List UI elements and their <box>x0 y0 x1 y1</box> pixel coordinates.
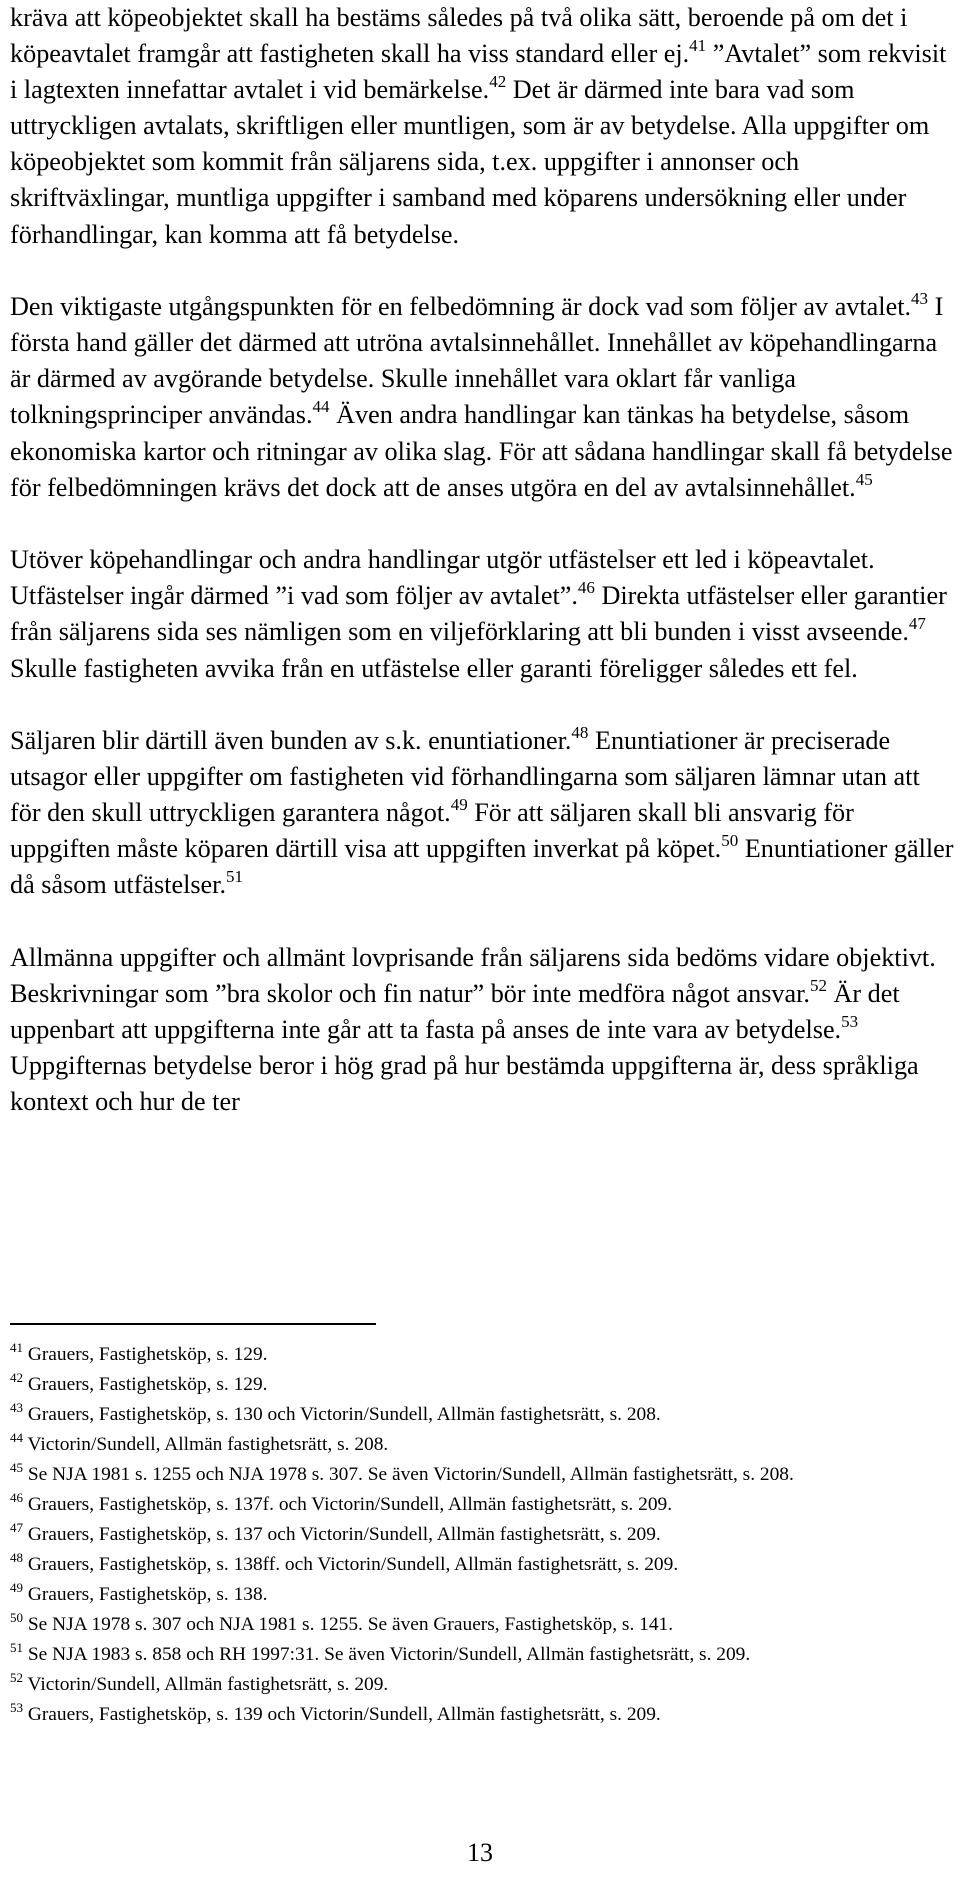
footnote-number: 44 <box>10 1430 23 1445</box>
footnote-number: 53 <box>10 1700 23 1715</box>
footnote-text: Grauers, Fastighetsköp, s. 130 och Victorin/Sundell, Allmän fastighetsrätt, s. 208. <box>23 1404 661 1425</box>
footnote-number: 52 <box>10 1670 23 1685</box>
footnote <box>10 1400 955 1430</box>
footnote-marker: 47 <box>908 614 926 634</box>
footnote <box>10 1700 955 1730</box>
footnote-number: 47 <box>10 1520 23 1535</box>
paragraph <box>10 940 955 1120</box>
footnote-number: 49 <box>10 1580 23 1595</box>
footnote-marker: 46 <box>577 578 595 598</box>
footnote-marker: 52 <box>809 976 827 996</box>
footnote-text: Grauers, Fastighetsköp, s. 138. <box>23 1584 268 1605</box>
footnote-number: 48 <box>10 1550 23 1565</box>
footnote-marker: 42 <box>489 72 507 92</box>
text-run: Säljaren blir därtill även bunden av s.k. enuntiationer. <box>10 726 572 756</box>
text-run: ”Avtalet” som rekvisit i lagtexten innefattar avtalet i vid bemärkelse. <box>10 39 947 105</box>
footnote-number: 46 <box>10 1490 23 1505</box>
text-run: Allmänna uppgifter och allmänt lovprisande från säljarens sida bedöms vidare objektivt. Beskrivningar som ”bra skolor och fin natur” bör inte medföra något ansvar. <box>10 943 936 1009</box>
footnote-text: Grauers, Fastighetsköp, s. 138ff. och Victorin/Sundell, Allmän fastighetsrätt, s. 209. <box>23 1554 679 1575</box>
footnote-marker: 41 <box>689 36 707 56</box>
footnote <box>10 1490 955 1520</box>
footnotes <box>10 1340 955 1730</box>
text-run: kräva att köpeobjektet skall ha bestäms således på två olika sätt, beroende på om det i köpeavtalet framgår att fastigheten skall ha viss standard eller ej. <box>10 3 908 69</box>
footnote <box>10 1340 955 1370</box>
footnote-number: 41 <box>10 1340 23 1355</box>
footnote-text: Grauers, Fastighetsköp, s. 137 och Victorin/Sundell, Allmän fastighetsrätt, s. 209. <box>23 1524 661 1545</box>
footnote <box>10 1430 955 1460</box>
text-run: Skulle fastigheten avvika från en utfästelse eller garanti föreligger således ett fel. <box>10 653 858 683</box>
text-run: Är det uppenbart att uppgifterna inte går att ta fasta på anses de inte vara av betydelse. <box>10 979 900 1045</box>
footnote-text: Grauers, Fastighetsköp, s. 129. <box>23 1374 268 1395</box>
text-run: Även andra handlingar kan tänkas ha betydelse, såsom ekonomiska kartor och ritningar av olika slag. För att sådana handlingar skall få betydelse för felbedömningen krävs det dock att de anses utgöra en del av avtalsinnehållet. <box>10 400 953 502</box>
footnote-text: Se NJA 1981 s. 1255 och NJA 1978 s. 307. Se även Victorin/Sundell, Allmän fastighetsrätt, s. 208. <box>23 1464 794 1485</box>
footnote-text: Grauers, Fastighetsköp, s. 137f. och Victorin/Sundell, Allmän fastighetsrätt, s. 209. <box>23 1494 673 1515</box>
footnote-number: 43 <box>10 1400 23 1415</box>
footnote <box>10 1550 955 1580</box>
paragraph <box>10 0 955 253</box>
footnote-separator <box>10 1323 376 1325</box>
paragraph <box>10 723 955 903</box>
paragraph <box>10 289 955 506</box>
footnote <box>10 1610 955 1640</box>
text-run: Uppgifternas betydelse beror i hög grad på hur bestämda uppgifterna är, dess språkliga kontext och hur de ter <box>10 1051 919 1117</box>
text-run: Utöver köpehandlingar och andra handlingar utgör utfästelser ett led i köpeavtalet. Utfästelser ingår därmed ”i vad som följer av avtalet”. <box>10 545 875 611</box>
paragraph <box>10 542 955 686</box>
footnote <box>10 1370 955 1400</box>
footnote-marker: 49 <box>450 795 468 815</box>
footnote-marker: 44 <box>312 397 330 417</box>
footnote-marker: 50 <box>721 831 739 851</box>
footnote-number: 50 <box>10 1610 23 1625</box>
footnote-text: Grauers, Fastighetsköp, s. 129. <box>23 1344 268 1365</box>
footnote-marker: 51 <box>226 867 243 887</box>
footnote <box>10 1670 955 1700</box>
footnote-marker: 45 <box>855 469 873 489</box>
footnote-number: 45 <box>10 1460 23 1475</box>
footnote-marker: 53 <box>841 1012 859 1032</box>
footnote-text: Se NJA 1978 s. 307 och NJA 1981 s. 1255. Se även Grauers, Fastighetsköp, s. 141. <box>23 1614 674 1635</box>
footnote <box>10 1460 955 1490</box>
footnote-text: Grauers, Fastighetsköp, s. 139 och Victorin/Sundell, Allmän fastighetsrätt, s. 209. <box>23 1704 661 1725</box>
text-run: Enuntiationer är preciserade utsagor eller uppgifter om fastigheten vid förhandlingarna som säljaren lämnar utan att för den skull uttryckligen garantera något. <box>10 726 920 828</box>
text-run: Direkta utfästelser eller garantier från säljarens sida ses nämligen som en viljeförklaring att bli bunden i visst avseende. <box>10 581 947 647</box>
text-run: I första hand gäller det därmed att utröna avtalsinnehållet. Innehållet av köpehandlingarna är därmed av avgörande betydelse. Skulle innehållet vara oklart får vanliga tolkningsprinciper användas. <box>10 292 944 430</box>
footnote <box>10 1580 955 1610</box>
footnote-text: Victorin/Sundell, Allmän fastighetsrätt, s. 208. <box>23 1434 389 1455</box>
footnote-text: Victorin/Sundell, Allmän fastighetsrätt, s. 209. <box>23 1674 389 1695</box>
footnote-text: Se NJA 1983 s. 858 och RH 1997:31. Se även Victorin/Sundell, Allmän fastighetsrätt, s. 209. <box>23 1644 751 1665</box>
text-run: Enuntiationer gäller då såsom utfästelser. <box>10 834 954 900</box>
text-run: Den viktigaste utgångspunkten för en felbedömning är dock vad som följer av avtalet. <box>10 292 912 322</box>
page-number: 13 <box>467 1838 493 1867</box>
footnote-marker: 48 <box>571 723 589 743</box>
footnote <box>10 1520 955 1550</box>
body-text <box>10 0 955 1121</box>
footnote <box>10 1640 955 1670</box>
text-run: För att säljaren skall bli ansvarig för uppgiften måste köparen därtill visa att uppgiften inverkat på köpet. <box>10 798 854 864</box>
footnote-number: 51 <box>10 1640 23 1655</box>
footnote-number: 42 <box>10 1370 23 1385</box>
footnote-marker: 43 <box>911 289 929 309</box>
text-run: Det är därmed inte bara vad som uttryckligen avtalats, skriftligen eller muntligen, som är av betydelse. Alla uppgifter om köpeobjektet som kommit från säljarens sida, t.ex. uppgifter i annonser och skriftväxlingar, muntliga uppgifter i samband med köparens undersökning eller under förhandlingar, kan komma att få betydelse. <box>10 75 930 249</box>
